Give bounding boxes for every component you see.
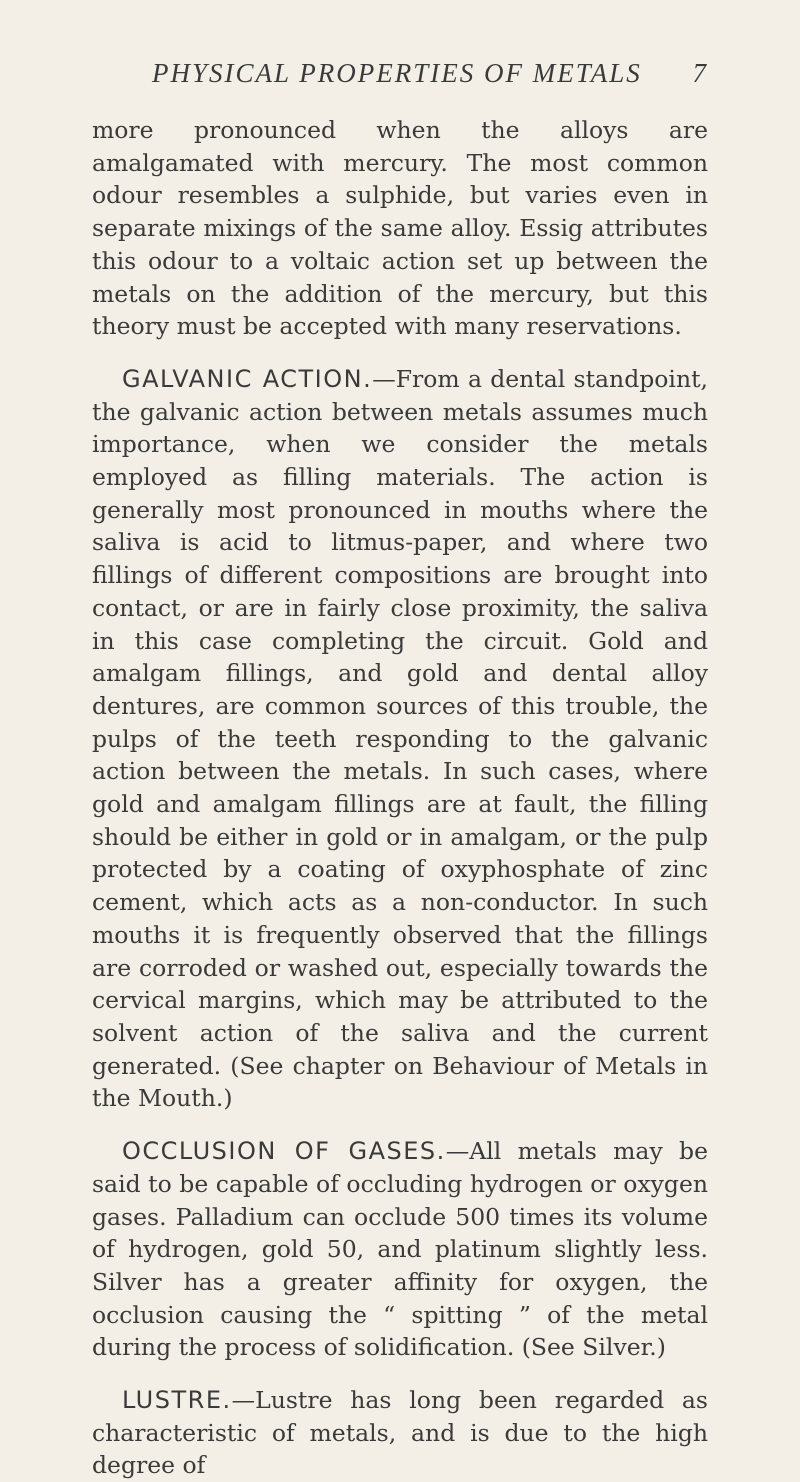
paragraph-text: more pronounced when the alloys are amalgamated with mercury. The most common odour resembles a sulphide, but varies even in separate mixings of the same alloy. Essig attributes this odour to a voltaic action set up between the metals on the addition of the mercury, but this theory must be accepted with many reservations. bbox=[92, 116, 708, 341]
section-heading-galvanic-action: GALVANIC ACTION. bbox=[122, 364, 373, 393]
page-number: 7 bbox=[692, 58, 708, 88]
section-heading-lustre: LUSTRE. bbox=[122, 1386, 232, 1415]
section-heading-occlusion-of-gases: OCCLUSION OF GASES. bbox=[122, 1137, 446, 1166]
paragraph-galvanic-action bbox=[92, 363, 708, 1115]
paragraph-odour-continuation bbox=[92, 114, 708, 343]
paragraph-occlusion-of-gases bbox=[92, 1135, 708, 1364]
paragraph-text: —Lustre has long been regarded as characteristic of metals, and is due to the high degree of bbox=[92, 1386, 708, 1480]
paragraph-lustre bbox=[92, 1384, 708, 1482]
running-title: PHYSICAL PROPERTIES OF METALS bbox=[152, 58, 642, 88]
paragraph-text: —From a dental standpoint, the galvanic action between metals assumes much importance, when we consider the metals employed as filling materials. The action is generally most pronounced in mouths where the saliva is acid to litmus-paper, and where two fillings of different compositions are brought into contact, or are in fairly close proximity, the saliva in this case completing the circuit. Gold and amalgam fillings, and gold and dental alloy dentures, are common sources of this trouble, the pulps of the teeth responding to the galvanic action between the metals. In such cases, where gold and amalgam fillings are at fault, the filling should be either in gold or in amalgam, or the pulp protected by a coating of oxyphosphate of zinc cement, which acts as a non-conductor. In such mouths it is frequently observed that the fillings are corroded or washed out, especially towards the cervical margins, which may be attributed to the solvent action of the saliva and the current generated. (See chapter on Behaviour of Metals in the Mouth.) bbox=[92, 364, 708, 1113]
paragraph-text: —All metals may be said to be capable of occluding hydrogen or oxygen gases. Palladium can occlude 500 times its volume of hydrogen, gold 50, and platinum slightly less. Silver has a greater affinity for oxygen, the occlusion causing the “ spitting ” of the metal during the process of solidification. (See Silver.) bbox=[92, 1137, 708, 1362]
running-head bbox=[92, 58, 708, 102]
